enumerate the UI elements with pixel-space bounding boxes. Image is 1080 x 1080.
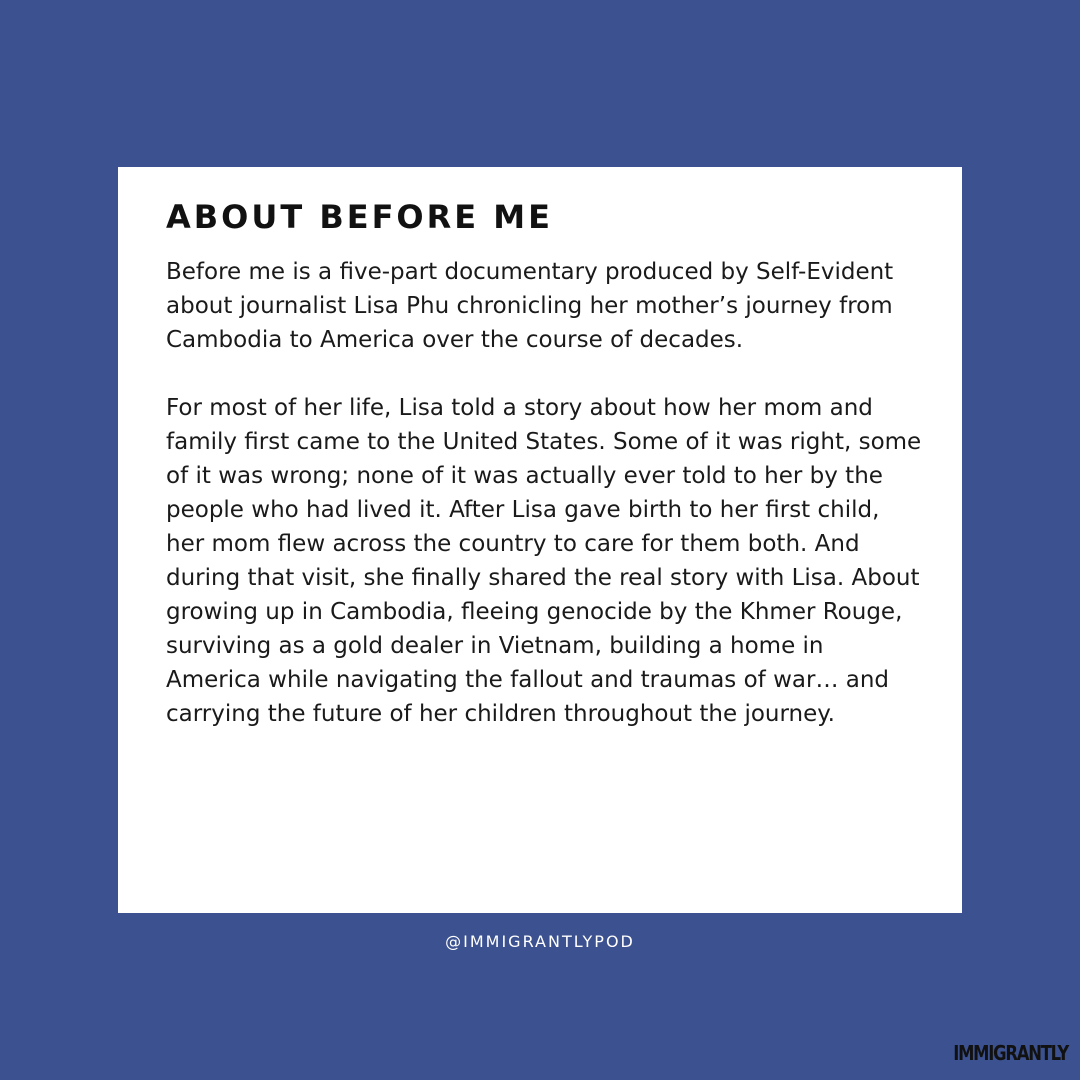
card-body — [166, 255, 922, 731]
info-card — [118, 167, 962, 913]
intro-paragraph: Before me is a five-part documentary produced by Self-Evident about journalist Lisa Phu chronicling her mother’s journey from Cambodia to America over the course of decades. — [166, 259, 894, 353]
story-paragraph: For most of her life, Lisa told a story about how her mom and family first came to the United States. Some of it was right, some of it was wrong; none of it was actually ever told to her by the people who had lived it. After Lisa gave birth to her first child, her mom flew across the country to care for them both. And during that visit, she finally shared the real story with Lisa. About growing up in Cambodia, fleeing genocide by the Khmer Rouge, surviving as a gold dealer in Vietnam, building a home in America while navigating the fallout and traumas of war… and carrying the future of her children throughout the journey. — [166, 395, 922, 727]
brand-logo: IMMIGRANTLY — [953, 1041, 1068, 1065]
card-title: ABOUT BEFORE ME — [166, 198, 553, 236]
social-handle: @IMMIGRANTLYPOD — [445, 932, 635, 951]
